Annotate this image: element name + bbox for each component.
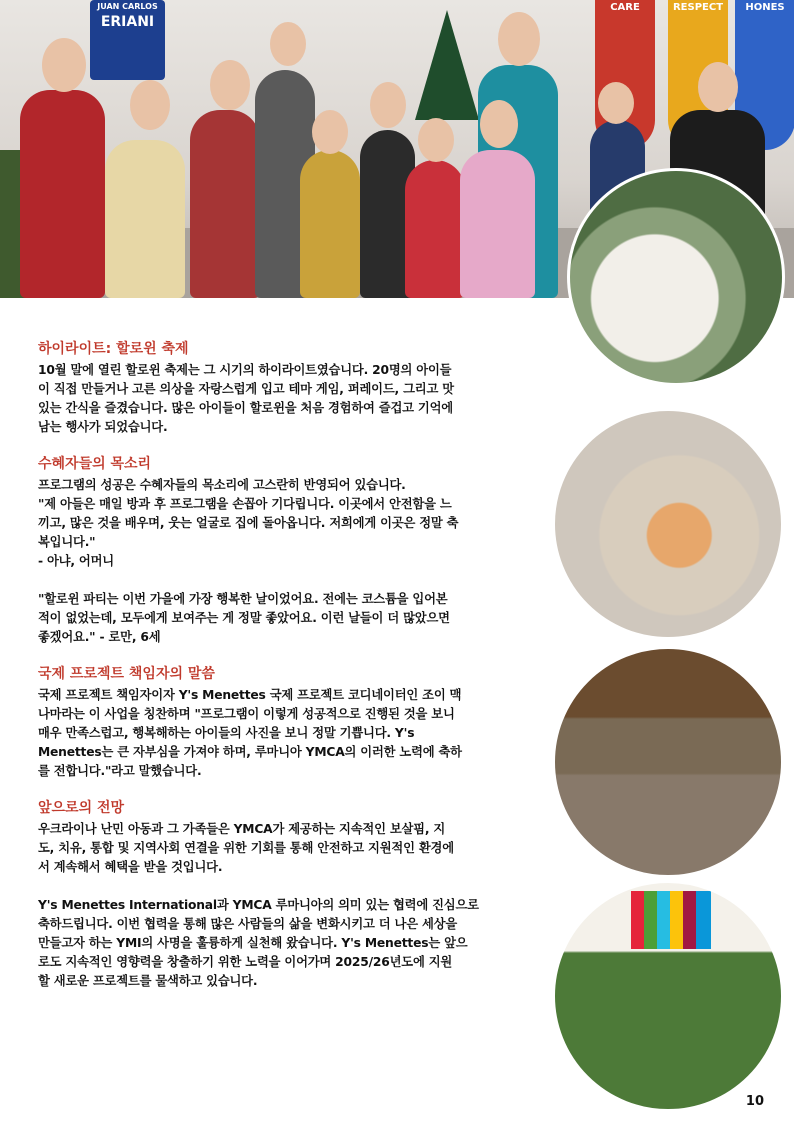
- banner-honesty-label: HONES: [745, 2, 785, 13]
- section-paragraph: Y's Menettes International과 YMCA 루마니아의 의미 있는 협력에 진심으로 축하드립니다. 이번 협력을 통해 많은 사람들의 삶을 변화시키고 더 나은 세상을 만들고자 하는 YMI의 사명을 훌륭하게 실천해 왔습니다. Y's Menettes는 앞으 로도 지속적인 영향력을 창출하기 위한 노력을 이어가며 2025/26년도에 지원 할 새로운 프로젝트를 물색하고 있습니다.: [38, 898, 479, 988]
- photo-circle-indoor-playroom: [552, 880, 784, 1112]
- name-sign: [90, 0, 165, 80]
- person-head: [418, 118, 454, 162]
- photo-circle-pizza-making: [552, 408, 784, 640]
- section-paragraph: 10월 말에 열린 할로윈 축제는 그 시기의 하이라이트였습니다. 20명의 아이들 이 직접 만들거나 고른 의상을 자랑스럽게 입고 테마 게임, 퍼레이드, 그리고 맛 있는 간식을 즐겼습니다. 많은 아이들이 할로윈을 처음 경험하여 즐겁고 기억에 남는 행사가 되었습니다.: [38, 363, 454, 434]
- person-head: [210, 60, 250, 110]
- photo-circle-pavilion-gathering: [552, 646, 784, 878]
- section-heading: 하이라이트: 할로윈 축제: [38, 341, 189, 357]
- section-paragraph: 국제 프로젝트 책임자이자 Y's Menettes 국제 프로젝트 코디네이터인 조이 맥 나마라는 이 사업을 칭찬하며 "프로그램이 이렇게 성공적으로 진행된 것을 보니 매우 만족스럽고, 행복해하는 아이들의 사진을 보니 정말 기쁩니다. Y's Menettes는 큰 자부심을 가져야 하며, 루마니아 YMCA의 이러한 노력에 축하 를 전합니다."라고 말했습니다.: [38, 688, 462, 778]
- person-head: [370, 82, 406, 128]
- person-head: [698, 62, 738, 112]
- page-number: 10: [745, 1094, 764, 1109]
- section-outlook: [38, 799, 530, 991]
- person-head: [598, 82, 634, 124]
- section-beneficiary-voices: [38, 455, 530, 647]
- person-head: [42, 38, 86, 92]
- name-sign-line1: JUAN CARLOS: [97, 2, 158, 11]
- sdg-poster: [631, 891, 711, 949]
- person: [460, 150, 535, 298]
- christmas-tree: [415, 10, 479, 120]
- person: [405, 160, 465, 298]
- section-paragraph: 프로그램의 성공은 수혜자들의 목소리에 고스란히 반영되어 있습니다. "제 아들은 매일 방과 후 프로그램을 손꼽아 기다립니다. 이곳에서 안전함을 느 끼고, 많은 것을 배우며, 웃는 얼굴로 집에 돌아옵니다. 저희에게 이곳은 정말 축 복입니다." - 아냐, 어머니: [38, 478, 459, 568]
- section-paragraph: 우크라이나 난민 아동과 그 가족들은 YMCA가 제공하는 지속적인 보살핌, 지 도, 치유, 통합 및 지역사회 연결을 위한 기회를 통해 안전하고 지원적인 환경에 서 계속해서 혜택을 받을 것입니다.: [38, 822, 454, 874]
- paragraph-gap: [38, 571, 530, 590]
- main-content: [38, 340, 530, 1009]
- person-head: [130, 80, 170, 130]
- section-project-lead-remarks: [38, 665, 530, 781]
- person-head: [270, 22, 306, 66]
- section-halloween-highlight: [38, 340, 530, 437]
- paragraph-gap: [38, 877, 530, 896]
- person: [20, 90, 105, 298]
- section-heading: 수혜자들의 목소리: [38, 456, 152, 472]
- banner-respect-label: RESPECT: [672, 2, 724, 13]
- section-heading: 앞으로의 전망: [38, 800, 125, 816]
- person: [190, 110, 260, 298]
- banner-care-label: CARE: [610, 2, 640, 13]
- photo-circle-craft-activity: [567, 168, 785, 386]
- name-sign-line2: ERIANI: [100, 14, 155, 30]
- section-paragraph: "할로윈 파티는 이번 가을에 가장 행복한 날이었어요. 전에는 코스튬을 입어본 적이 없었는데, 모두에게 보여주는 게 정말 좋았어요. 이런 날들이 더 많았으면 좋겠어요." - 로만, 6세: [38, 592, 450, 644]
- person-head: [480, 100, 518, 148]
- section-heading: 국제 프로젝트 책임자의 말씀: [38, 666, 215, 682]
- person: [105, 140, 185, 298]
- person-head: [498, 12, 540, 66]
- person-head: [312, 110, 348, 154]
- person: [300, 150, 360, 298]
